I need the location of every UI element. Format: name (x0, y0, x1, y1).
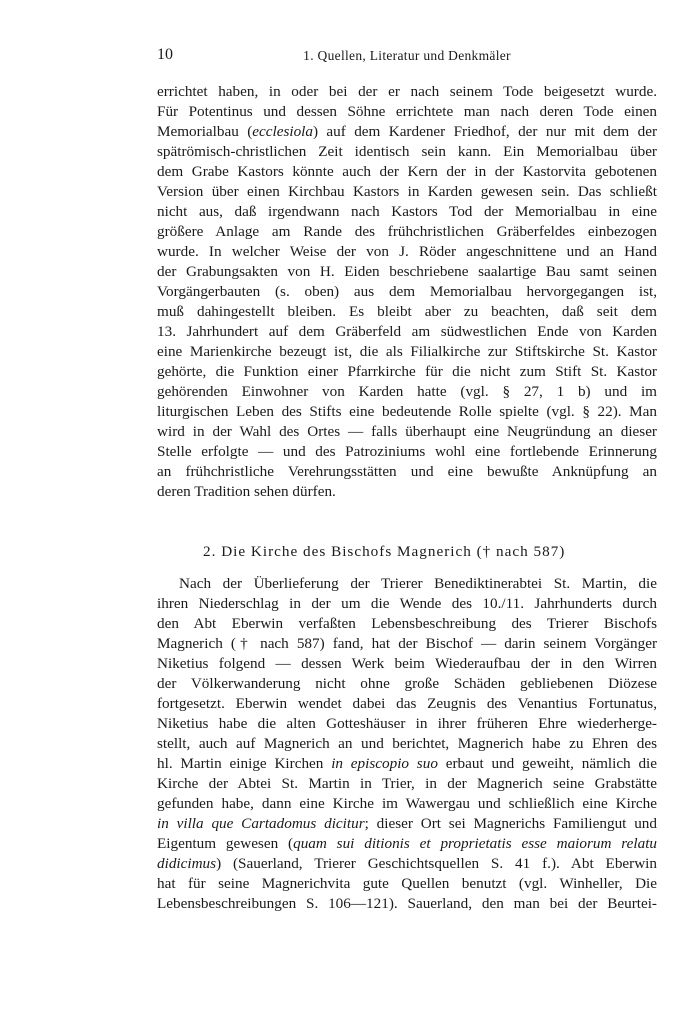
text-line: Eigentum gewesen (quam sui ditionis et proprietatis esse maiorum relatu (157, 835, 658, 852)
page-header (157, 46, 657, 66)
text-line: gehörenden Einwohner von Karden hatte (vgl. § 27, 1 b) und im (157, 383, 657, 400)
text-line: Niketius habe die alten Gotteshäuser in ihrer früheren Ehre wiederherge- (157, 715, 657, 732)
text-line: ihren Niederschlag in der um die Wende des 10./11. Jahrhunderts durch (157, 595, 657, 612)
text-line: wurde. In welcher Weise der von J. Röder angeschnittene und an Hand (157, 243, 657, 260)
text-line: dem Grabe Kastors könnte auch der Kern der in der Kastorvita gebotenen (157, 163, 657, 180)
text-line: Nach der Überlieferung der Trierer Benediktinerabtei St. Martin, die (179, 575, 657, 592)
text-line: Stelle erfolgte — und des Patroziniums wohl eine fortlebende Erinnerung (157, 443, 657, 460)
paragraph-1 (157, 82, 657, 502)
text-line: Niketius folgend — dessen Werk beim Wiederaufbau der in den Wirren (157, 655, 657, 672)
text-line: liturgischen Leben des Stifts eine bedeutende Rolle spielte (vgl. § 22). Man (157, 403, 657, 420)
page-number: 10 (157, 46, 173, 63)
running-title: 1. Quellen, Literatur und Denkmäler (303, 48, 511, 63)
text-line: Magnerich († nach 587) fand, hat der Bischof — darin seinem Vorgänger (157, 635, 657, 652)
text-line: eine Marienkirche bezeugt ist, die als Filialkirche zur Stiftskirche St. Kastor (157, 343, 657, 360)
text-line: den Abt Eberwin verfaßten Lebensbeschreibung des Trierer Bischofs (157, 615, 657, 632)
text-line: größere Anlage am Rande des frühchristlichen Gräberfeldes einbezogen (157, 223, 657, 240)
section-heading: 2. Die Kirche des Bischofs Magnerich († nach 587) (203, 543, 566, 560)
text-line: Lebensbeschreibungen S. 106—121). Sauerland, den man bei der Beurtei- (157, 895, 657, 912)
text-line: nicht aus, daß irgendwann nach Kastors Tod der Memorialbau in eine (157, 203, 657, 220)
text-line: fortgesetzt. Eberwin wendet dabei das Zeugnis des Venantius Fortunatus, (157, 695, 657, 712)
text-line: hat für seine Magnerichvita gute Quellen benutzt (vgl. Winheller, Die (157, 875, 657, 892)
text-line: stellt, auch auf Magnerich an und berichtet, Magnerich habe zu Ehren des (157, 735, 657, 752)
text-line: gefunden habe, dann eine Kirche im Wawergau und schließlich eine Kirche (157, 795, 657, 812)
text-line: der Völkerwanderung nicht ohne große Schäden gebliebenen Diözese (157, 675, 657, 692)
text-line: 13. Jahrhundert auf dem Gräberfeld am südwestlichen Ende von Karden (157, 323, 657, 340)
text-line: deren Tradition sehen dürfen. (157, 483, 336, 500)
paragraph-2 (157, 574, 657, 914)
text-line: Kirche der Abtei St. Martin in Trier, in der Magnerich seine Grabstätte (157, 775, 657, 792)
text-line: der Grabungsakten von H. Eiden beschriebene saalartige Bau samt seinen (157, 263, 657, 280)
text-line: hl. Martin einige Kirchen in episcopio suo erbaut und geweiht, nämlich die (157, 755, 658, 772)
text-line: in villa que Cartadomus dicitur; dieser Ort sei Magnerichs Familiengut und (157, 815, 657, 832)
text-line: an frühchristliche Verehrungsstätten und eine bewußte Anknüpfung an (157, 463, 657, 480)
body-text (157, 82, 657, 914)
section-gap (157, 502, 657, 542)
text-line: errichtet haben, in oder bei der er nach seinem Tode beigesetzt wurde. (157, 83, 657, 100)
text-line: spätrömisch-christlichen Zeit identisch sein kann. Ein Memorialbau über (157, 143, 657, 160)
text-line: wird in der Wahl des Ortes — falls überhaupt eine Neugründung an dieser (157, 423, 657, 440)
text-line: didicimus) (Sauerland, Trierer Geschichtsquellen S. 41 f.). Abt Eberwin (157, 855, 657, 872)
text-line: Memorialbau (ecclesiola) auf dem Kardener Friedhof, der nur mit dem der (157, 123, 657, 140)
text-line: Für Potentinus und dessen Söhne errichtete man nach deren Tode einen (157, 103, 657, 120)
text-line: Version über einen Kirchbau Kastors in Karden gewesen sein. Das schließt (157, 183, 657, 200)
text-line: Vorgängerbauten (s. oben) aus dem Memorialbau hervorgegangen ist, (157, 283, 657, 300)
text-line: muß dahingestellt bleiben. Es bleibt aber zu beachten, daß seit dem (157, 303, 657, 320)
text-line: gehörte, die Funktion einer Pfarrkirche für die nicht zum Stift St. Kastor (157, 363, 657, 380)
